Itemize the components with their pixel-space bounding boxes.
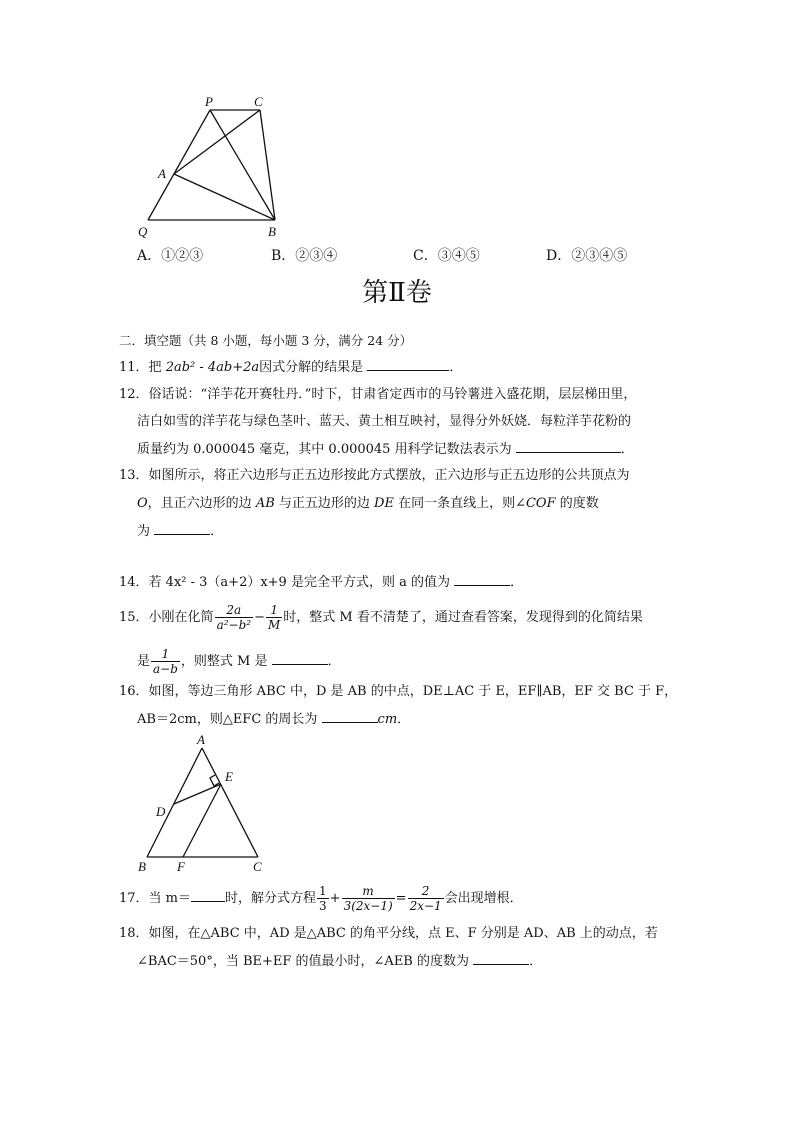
answer-blank	[367, 358, 449, 371]
section-heading: 二．填空题（共 8 小题，每小题 3 分，满分 24 分）	[119, 333, 413, 348]
segment-ef	[183, 784, 221, 857]
question-14: 14．若 4x² - 3（a+2）x+9 是完全平方式，则 a 的值为 ．	[119, 575, 524, 590]
option-c: C．③④⑤	[413, 248, 480, 264]
edge-ac	[202, 748, 258, 857]
section-title: 第Ⅱ卷	[362, 278, 432, 308]
question-12-line-3: 质量约为 0.000045 毫克，其中 0.000045 用科学记数法表示为 ．	[137, 442, 634, 457]
label-b: B	[138, 859, 146, 874]
answer-blank	[516, 440, 621, 453]
question-18-line-2: ∠BAC＝50°，当 BE+EF 的值最小时，∠AEB 的度数为 ．	[137, 954, 543, 969]
edge-ab	[174, 174, 275, 220]
question-13-line-3: 为 ．	[137, 524, 224, 539]
edge-pb	[210, 110, 275, 220]
answer-blank	[191, 889, 225, 902]
question-17: 17．当 m＝ 时，解分式方程 $\frac{1}{3}$ + $\frac{m}{3(2x-1)}$ = $\frac{2}{2x-1}$ 会出现增根．	[119, 884, 523, 913]
right-angle-mark	[210, 775, 219, 786]
question-12-line-1: 12．俗话说：“洋芋花开赛牡丹．”时下，甘肃省定西市的马铃薯进入盛花期，层层梯田里，	[119, 387, 637, 402]
label-f: F	[177, 859, 185, 874]
fraction-1-over-a-b: $\frac{1}{a-b}$	[153, 647, 178, 676]
option-b: B．②③④	[271, 248, 338, 264]
question-16-line-1: 16．如图，等边三角形 ABC 中，D 是 AB 的中点，DE⊥AC 于 E，EF∥AB，EF 交 BC 于 F，	[119, 684, 678, 699]
question-number: 16．	[119, 684, 149, 699]
question-number: 17．	[119, 891, 149, 906]
label-q: Q	[138, 224, 148, 239]
question-11: 11．把 2ab² - 4ab+2a因式分解的结果是 ．	[119, 360, 463, 375]
label-a: A	[158, 166, 166, 181]
label-p: P	[205, 94, 213, 109]
edge-qp	[148, 110, 210, 220]
question-number: 18．	[119, 926, 149, 941]
answer-blank	[272, 652, 328, 665]
label-a: A	[197, 732, 205, 747]
fraction-1-over-3: $\frac{1}{3}$	[319, 884, 327, 913]
segment-de	[174, 784, 221, 804]
answer-blank	[154, 522, 210, 535]
fraction-2a-over-a2-b2: $\frac{2a}{\text{a²−b²}}$	[216, 603, 252, 632]
label-e: E	[225, 769, 233, 784]
edge-cb	[260, 110, 275, 220]
question-15-line-1: 15．小刚在化简 $\frac{2a}{\text{a²−b²}}$ − $\frac{1}{M}$ 时，整式 M 看不清楚了，通过查看答案，发现得到的化简结果	[119, 603, 643, 632]
option-d: D．②③④⑤	[546, 248, 628, 264]
trapezoid-figure	[130, 88, 300, 240]
question-number: 14．	[119, 575, 149, 590]
question-15-line-2: 是 $\frac{1}{a-b}$ ，则整式 M 是 ．	[137, 647, 341, 676]
question-18-line-1: 18．如图，在△ABC 中，AD 是△ABC 的角平分线，点 E、F 分别是 AD、AB 上的动点，若	[119, 926, 658, 941]
question-16-line-2: AB＝2cm，则△EFC 的周长为 cm．	[137, 712, 411, 727]
expression: 2ab² - 4ab+2a	[165, 360, 260, 375]
equilateral-triangle-figure	[130, 730, 280, 880]
label-d: D	[156, 804, 166, 819]
question-number: 13．	[119, 468, 149, 483]
answer-blank	[454, 573, 510, 586]
fraction-2-over-2x-1: $\frac{2}{2x-1}$	[409, 884, 442, 913]
question-number: 15．	[119, 610, 149, 625]
option-a: A．①②③	[137, 248, 204, 264]
question-number: 11．	[119, 360, 149, 375]
edge-ac	[174, 110, 260, 174]
label-c: C	[253, 859, 262, 874]
answer-blank	[473, 952, 529, 965]
question-number: 12．	[119, 387, 149, 402]
question-12-line-2: 洁白如雪的洋芋花与绿色茎叶、蓝天、黄土相互映衬，显得分外妖娆．每粒洋芋花粉的	[137, 414, 632, 429]
edge-ab	[147, 748, 202, 857]
fraction-m-over-3-2x-1: $\frac{m}{3(2x-1)}$	[343, 884, 393, 913]
answer-blank	[322, 710, 378, 723]
fraction-1-over-m: $\frac{1}{M}$	[267, 603, 281, 632]
question-13-line-1: 13．如图所示，将正六边形与正五边形按此方式摆放，正六边形与正五边形的公共顶点为	[119, 468, 630, 483]
label-c: C	[254, 94, 263, 109]
label-b: B	[268, 224, 276, 239]
question-13-line-2: O，且正六边形的边 AB 与正五边形的边 DE 在同一条直线上，则∠COF 的度数	[137, 496, 599, 511]
